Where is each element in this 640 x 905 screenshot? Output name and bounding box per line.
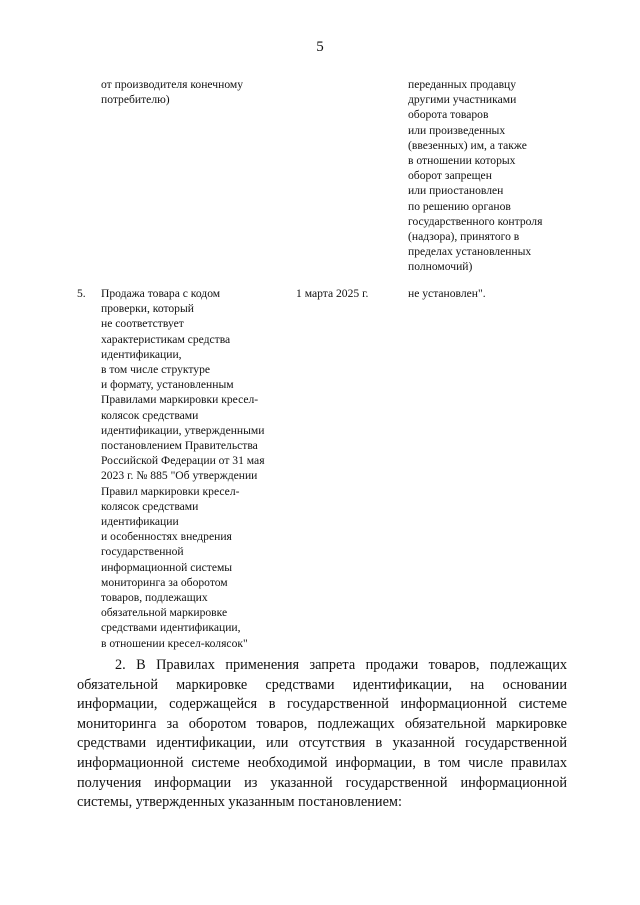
body-paragraph: 2. В Правилах применения запрета продажи товаров, подлежащих обязательной маркировке средствами идентификации, на основании информации, содержащейся в государственной информационной системе мониторинга за оборотом товаров, подлежащих обязательной маркировке средствами идентификации, или отсутствия в указанной государственной информационной системе необходимой информации, в том числе правилах получения информации из указанной государственной информационной системы, утвержденных указанным постановлением:: [77, 657, 567, 811]
continued-row-exception: переданных продавцу другими участниками оборота товаров или произведенных (ввезенных) им, а также в отношении которых оборот запрещен или приостановлен по решению органов государственного контроля (надзора), принятого в пределах установленных полномочий): [408, 78, 543, 274]
row-5-date: 1 марта 2025 г.: [296, 287, 369, 300]
page-number: 5: [316, 39, 324, 55]
row-5-number: 5.: [77, 287, 86, 300]
continued-row-description: от производителя конечному потребителю): [101, 78, 244, 107]
row-5-description: Продажа товара с кодом проверки, который не соответствует характеристикам средства идентификации, в том числе структуре и формату, установленным Правилами маркировки кресел- колясок средствами идентификации, утвержденными постановлением Правительства Российской Федерации от 31 мая 2023 г. № 885 "Об утверждении Правил маркировки кресел- колясок средствами идентификации и особенностях внедрения государственной информационной системы мониторинга за оборотом товаров, подлежащих обязательной маркировке средствами идентификации, в отношении кресел-колясок": [101, 287, 265, 650]
row-5-exception: не установлен".: [408, 287, 486, 300]
